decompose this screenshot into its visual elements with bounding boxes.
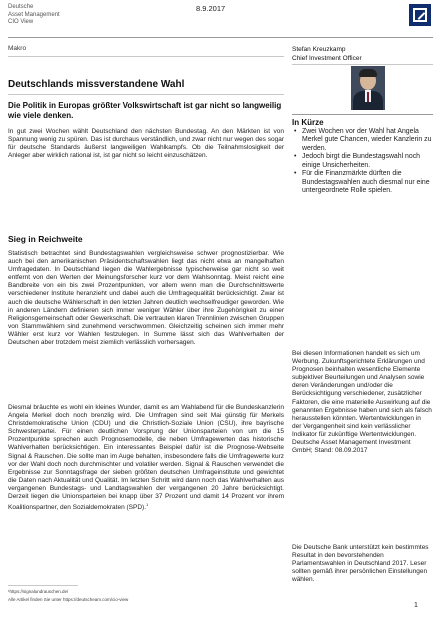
deutsche-bank-logo-icon [409, 4, 431, 26]
section-label: Makro [8, 45, 27, 52]
article-paragraph [8, 404, 284, 512]
header-divider [8, 37, 433, 38]
election-note: Die Deutsche Bank unterstützt kein bestimmtes Resultat in den bevorstehenden Parlamentswahlen in Deutschland 2017. Leser sollten gemäß ihrer persönlichen Einstellungen wählen. [292, 544, 429, 584]
summary-title: In Kürze [292, 118, 324, 127]
brand-block [8, 4, 60, 27]
article-intro: In gut zwei Wochen wählt Deutschland den nächsten Bundestag. An den Märkten ist von Spannung wenig zu spüren. Das ist durchaus verständlich, und zwar nicht nur wegen des sogar für deutsche Standards äußerst langweiligen Wahlkampfs. Ob die Teilnahmslosigkeit der Anleger aber wirklich rational ist, ist gar nicht so leicht einzuschätzen. [8, 128, 284, 160]
report-date: 8.9.2017 [196, 4, 226, 13]
article-title: Deutschlands missverstandene Wahl [8, 79, 185, 90]
author-name: Stefan Kreuzkamp [292, 46, 346, 53]
author-block [292, 45, 362, 63]
summary-bullet: • Jedoch birgt die Bundestagswahl noch einige Unsicherheiten. [292, 153, 434, 170]
title-divider [8, 94, 284, 95]
section-divider [8, 56, 284, 57]
summary-bullet: • Für die Finanzmärkte dürften die Bundestagswahlen auch diesmal nur eine untergeordnete Rolle spielen. [292, 170, 434, 195]
brand-line: Deutsche [8, 4, 34, 10]
footnote-marker: 1 [146, 502, 149, 508]
article-paragraph: Statistisch betrachtet sind Bundestagswahlen vergleichsweise schwer prognostizierbar. Wie auch bei den amerikanischen Präsidentschaftswahlen liegt das nicht etwa an mangelhaften Umfragedaten. In Deutschland liegen die Wahlergebnisse typischerweise gar nicht so weit entfernt von den Werten der Meinungsforscher kurz vor dem Wahlsonntag. Meist reicht eine Bandbreite von ein bis zwei Prozentpunkten, vor allem wenn man die Durchschnittswerte verschiedener Institute heranzieht und dabei auch die Umfragequalität berücksichtigt. Zwar ist auch die deutsche Wählerschaft in den letzten Jahren deutlich wechselfreudiger geworden. Wie in anderen Ländern definieren sich immer weniger Wähler über ihre Zugehörigkeit zu einer Religionsgemeinschaft oder Gewerkschaft. Die vertrauten klaren Trennlinien zwischen Gruppen von Stammwählern sind zunehmend verschwommen. Gleichzeitig scheinen sich immer mehr Wähler erst kurz vor Wahlen festzulegen. In Summe lässt sich das Wahlverhalten der Deutschen aber trotzdem meist ziemlich verlässlich vorhersagen. [8, 250, 284, 347]
brand-line: Asset Management [8, 11, 60, 18]
author-photo [351, 66, 385, 110]
summary-bullet: • Zwei Wochen vor der Wahl hat Angela Merkel gute Chancen, wieder Kanzlerin zu werden. [292, 128, 434, 153]
paragraph-text: Diesmal bräuchte es wohl ein kleines Wunder, damit es am Wahlabend für die Bundeskanzlerin Angela Merkel doch noch brenzlig wird. Die Umfragen sind seit Mai günstig für Merkels Christdemokratische Union (CDU) und die Christlich-Soziale Union (CSU), ihre bayrische Schwesterpartei. Für einen deutlichen Vorsprung der Unionsparteien von um die 15 Prozentpunkte sprechen auch Prognosemodelle, die neben Umfragewerten das historische Wahlverhalten berücksichtigen. Ein interessantes Beispiel dafür ist die Prognose-Webseite Signal & Rauschen. Die sollte man im Auge behalten, insbesondere falls die Umfragewerte kurz vor der Wahl doch noch durchmischter und volatiler werden. Signal & Rauschen verwendet die Ergebnisse zur Sonntagsfrage der sieben größten deutschen Umfrageinstitute und gewichtet die Daten nach Aktualität und Qualität. Im letzten Schritt wird dann noch das Wahlverhalten aus vergangenen Bundestags- und Landtagswahlen der vergangenen 20 Jahre berücksichtigt. Derzeit liegen die Unionsparteien bei knapp über 37 Prozent und damit 14 Prozent vor ihrem Koalitionspartner, den Sozialdemokraten (SPD). [8, 404, 284, 512]
footnote-link[interactable]: ¹https://signalundrauschen.de/ [8, 589, 69, 594]
section-subheading: Sieg in Reichweite [8, 234, 83, 244]
article-lead: Die Politik in Europas größter Volkswirtschaft ist gar nicht so langweilig wie viele denken. [8, 101, 282, 121]
page-number: 1 [414, 602, 418, 609]
author-divider [292, 64, 433, 65]
footnote-divider [8, 585, 78, 586]
disclaimer-text: Bei diesen Informationen handelt es sich um Werbung. Zukunftsgerichtete Erklärungen und Prognosen beinhalten wesentliche Elemente subjektiver Beurteilungen und Analysen sowie deren Veränderungen und/oder die Berücksichtigung verschiedener, zusätzlicher Faktoren, die eine materielle Auswirkung auf die genannten Ergebnisse haben und sich als falsch herausstellen könnten. Wertentwicklungen in der Vergangenheit sind kein verlässlicher Indikator für zukünftige Wertentwicklungen. Deutsche Asset Management Investment GmbH; Stand: 08.09.2017 [292, 350, 432, 455]
summary-list [292, 128, 434, 196]
footnote-all-articles[interactable]: Alle Artikel finden Sie unter https://deutscheam.com/cio-view [8, 597, 129, 602]
author-title: Chief Investment Officer [292, 55, 362, 62]
kurz-divider [292, 114, 433, 115]
brand-line: CIO View [8, 19, 34, 25]
